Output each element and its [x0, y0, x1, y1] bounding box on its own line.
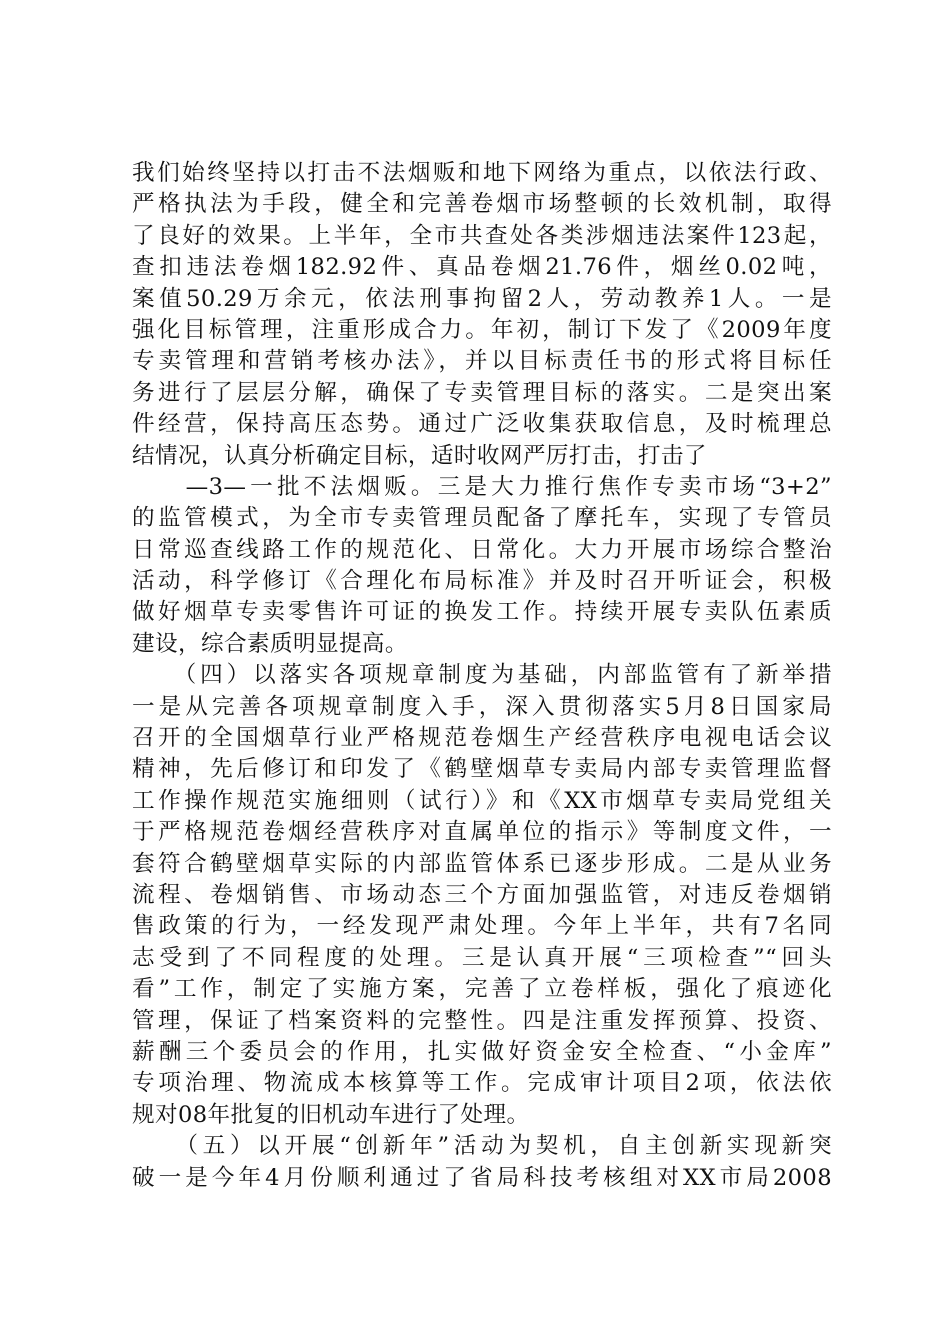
text-line: 志受到了不同程度的处理。三是认真开展“三项检查”“回头	[132, 944, 832, 971]
text-line: 流程、卷烟销售、市场动态三个方面加强监管，对违反卷烟销	[132, 881, 832, 908]
text-line: 了良好的效果。上半年，全市共查处各类涉烟违法案件123起，	[132, 222, 832, 249]
text-line: 日常巡查线路工作的规范化、日常化。大力开展市场综合整治	[132, 536, 832, 563]
text-line: 精神，先后修订和印发了《鹤壁烟草专卖局内部专卖管理监督	[132, 756, 832, 783]
text-line: 看”工作，制定了实施方案，完善了立卷样板，强化了痕迹化	[132, 976, 832, 1003]
text-line: 售政策的行为，一经发现严肃处理。今年上半年，共有7名同	[132, 913, 832, 940]
text-line: 我们始终坚持以打击不法烟贩和地下网络为重点，以依法行政、	[132, 160, 832, 186]
text-line: 务进行了层层分解，确保了专卖管理目标的落实。二是突出案	[132, 379, 832, 406]
text-line: 的监管模式，为全市专卖管理员配备了摩托车，实现了专管员	[132, 505, 832, 532]
text-line: 专卖管理和营销考核办法》，并以目标责任书的形式将目标任	[132, 348, 832, 375]
text-line: 套符合鹤壁烟草实际的内部监管体系已逐步形成。二是从业务	[132, 850, 832, 877]
section-heading-line: （五）以开展“创新年”活动为契机，自主创新实现新突	[132, 1133, 832, 1160]
text-line: 薪酬三个委员会的作用，扎实做好资金安全检查、“小金库”	[132, 1038, 832, 1065]
text-line: 查扣违法卷烟182.92件、真品卷烟21.76件，烟丝0.02吨，	[132, 254, 832, 281]
text-line: 破一是今年4月份顺利通过了省局科技考核组对XX市局2008	[132, 1164, 832, 1191]
text-line: 召开的全国烟草行业严格规范卷烟生产经营秩序电视电话会议	[132, 725, 832, 752]
section-heading-line: （四）以落实各项规章制度为基础，内部监管有了新举措	[132, 662, 832, 689]
text-line: 于严格规范卷烟经营秩序对直属单位的指示》等制度文件，一	[132, 819, 832, 846]
text-line: 一是从完善各项规章制度入手，深入贯彻落实5月8日国家局	[132, 693, 832, 720]
text-line: 规对08年批复的旧机动车进行了处理。	[132, 1101, 530, 1128]
text-line: 件经营，保持高压态势。通过广泛收集获取信息，及时梳理总	[132, 411, 832, 438]
text-line: 案值50.29万余元，依法刑事拘留2人，劳动教养1人。一是	[132, 285, 832, 312]
text-line: 建设，综合素质明显提高。	[132, 630, 408, 657]
text-line: 工作操作规范实施细则（试行）》和《XX市烟草专卖局党组关	[132, 787, 832, 814]
text-line: 强化目标管理，注重形成合力。年初，制订下发了《2009年度	[132, 316, 832, 343]
text-line-page-marker: —3—一批不法烟贩。三是大力推行焦作专卖市场“3+2”	[132, 473, 832, 500]
text-line: 结情况，认真分析确定目标，适时收网严厉打击，打击了	[132, 442, 707, 469]
text-line: 专项治理、物流成本核算等工作。完成审计项目2项，依法依	[132, 1070, 832, 1097]
text-line: 管理，保证了档案资料的完整性。四是注重发挥预算、投资、	[132, 1007, 832, 1034]
text-line: 严格执法为手段，健全和完善卷烟市场整顿的长效机制，取得	[132, 191, 832, 218]
text-line: 做好烟草专卖零售许可证的换发工作。持续开展专卖队伍素质	[132, 599, 832, 626]
text-line: 活动，科学修订《合理化布局标准》并及时召开听证会，积极	[132, 568, 832, 595]
body-text	[132, 158, 832, 1194]
